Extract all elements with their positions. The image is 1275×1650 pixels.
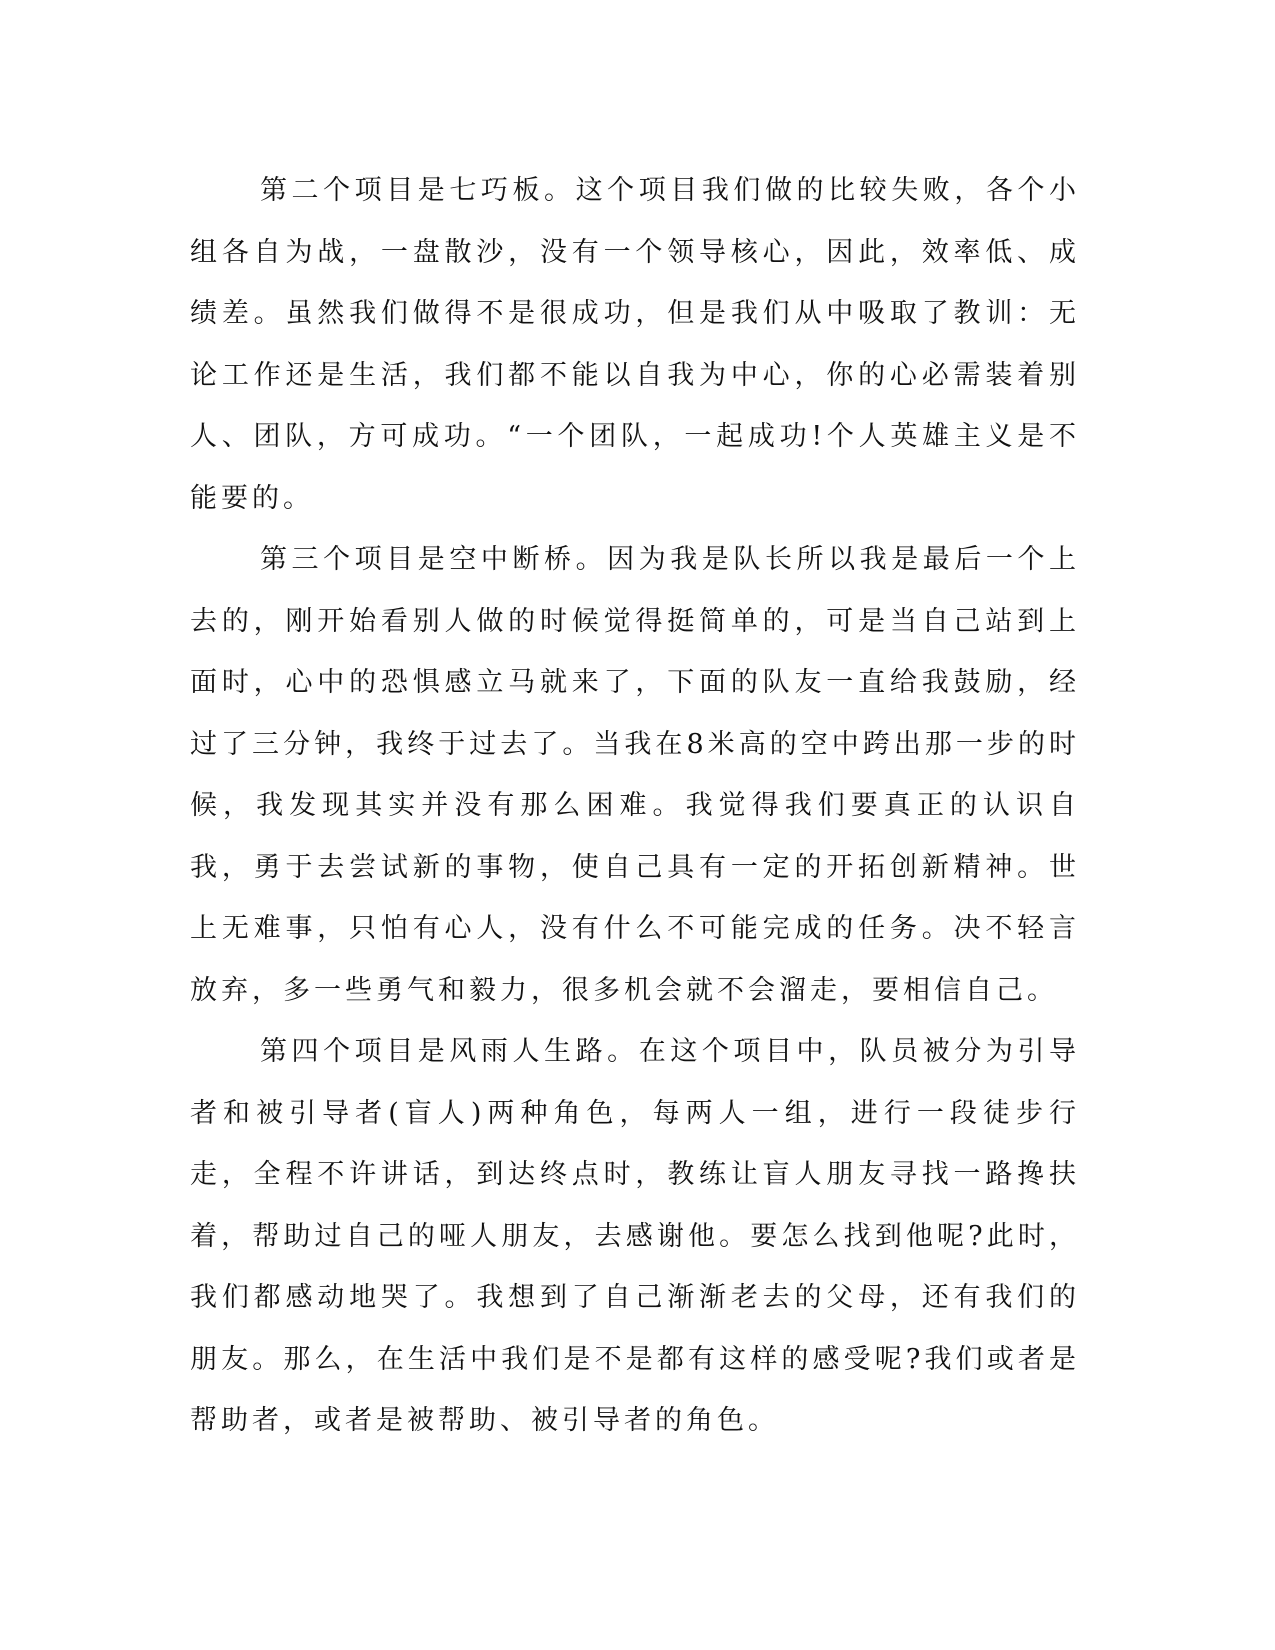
paragraph-broken-bridge: 第三个项目是空中断桥。因为我是队长所以我是最后一个上去的，刚开始看别人做的时候觉得挺简单的，可是当自己站到上面时，心中的恐惧感立马就来了，下面的队友一直给我鼓励，经过了三分钟，我终于过去了。当我在8米高的空中跨出那一步的时候，我发现其实并没有那么困难。我觉得我们要真正的认识自我，勇于去尝试新的事物，使自己具有一定的开拓创新精神。世上无难事，只怕有心人，没有什么不可能完成的任务。决不轻言放弃，多一些勇气和毅力，很多机会就不会溜走，要相信自己。: [190, 544, 1080, 1006]
document-body: [190, 160, 1080, 1452]
paragraph-seven-piece-puzzle: 第二个项目是七巧板。这个项目我们做的比较失败，各个小组各自为战，一盘散沙，没有一个领导核心，因此，效率低、成绩差。虽然我们做得不是很成功，但是我们从中吸取了教训：无论工作还是生活，我们都不能以自我为中心，你的心必需装着别人、团队，方可成功。“一个团队，一起成功!个人英雄主义是不能要的。: [190, 175, 1080, 514]
paragraph-life-road: 第四个项目是风雨人生路。在这个项目中，队员被分为引导者和被引导者(盲人)两种角色，每两人一组，进行一段徒步行走，全程不许讲话，到达终点时，教练让盲人朋友寻找一路搀扶着，帮助过自己的哑人朋友，去感谢他。要怎么找到他呢?此时，我们都感动地哭了。我想到了自己渐渐老去的父母，还有我们的朋友。那么，在生活中我们是不是都有这样的感受呢?我们或者是帮助者，或者是被帮助、被引导者的角色。: [190, 1036, 1080, 1436]
